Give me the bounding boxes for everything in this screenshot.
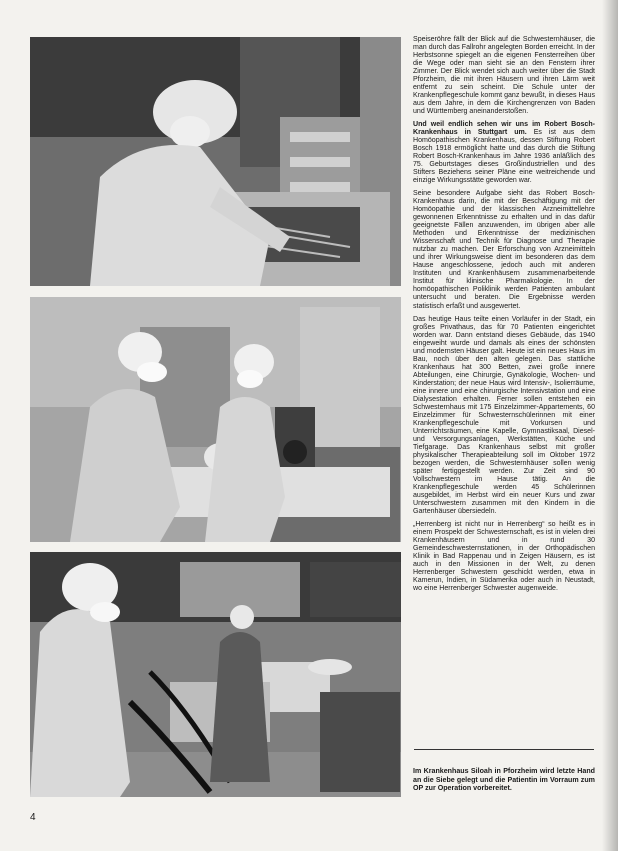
photo-caption: Im Krankenhaus Siloah in Pforzheim wird letzte Hand an die Siebe gelegt und die Patientin im Vorraum zum OP zur Operation vorbereitet. (413, 767, 595, 793)
paragraph-body: Es ist aus dem Homöopathischen Krankenhaus, dessen Stiftung Robert Bosch 1918 ermöglicht hatte und das durch die Stiftung Robert Bosch-Krankenhaus im Jahre 1936 anläßlich des 75. Geburtstages dieses Großindustriellen und des Stifters Beziehens seiner Pläne eine weitreichende und einzige Wirkungsstätte geworden war. (413, 129, 595, 185)
paragraph (413, 121, 595, 185)
caption-divider (414, 749, 594, 750)
article-column (413, 36, 595, 598)
paragraph: „Herrenberg ist nicht nur in Herrenberg“ so heißt es in einem Prospekt der Schwesternschaft, es ist in vielen drei Krankenhäusern und in rund 30 Gemeindeschwesternstationen, in der Orthopädischen Klinik in Bad Rappenau und in Zeigen Häusern, es ist auch in den Missionen in der Welt, zu denen Herrenberger Schwestern geschickt werden, etwa in Kamerun, Indien, in Südamerika oder auch in Neustadt, wo eine Herrenberger Schwester augenweide. (413, 520, 595, 593)
photo-nurse-instruments (30, 37, 401, 286)
paragraph: Das heutige Haus teilte einen Vorläufer in der Stadt, ein großes Privathaus, das für 70 Patienten eingerichtet worden war. Dann entstand dieses Gebäude, das 1940 eingeweiht wurde und damals als eines der schönsten und modernsten Häuser galt. Heute ist ein neues Haus im Bau, noch über den alten gelegen. Das stattliche Krankenhaus hat 300 Betten, zwei große innere Abteilungen, eine Chirurgie, Gynäkologie, Wochen- und Kinderstation; der neue Haus wird Intensiv-, Isolierräume, eine innere und eine chirurgische Intensivstation und eine Dialysestation erhalten. Ferner sollen entstehen ein Schwesternhaus mit 175 Einzelzimmer-Appartements, 60 Einzelzimmer für Schwesternschülerinnen mit einer Krankenpflegeschule mit Vorkursen und Unterrichtsräumen, eine Kapelle, Gymnastiksaal, Diesel- und Versorgungsanlagen, Werkstätten, Küche und Tiefgarage. Das Krankenhaus selbst mit großer physikalischer Therapieabteilung soll im Oktober 1972 bezogen werden, die Schwesternhäuser sollen wenig später fertiggestellt werden. Zur Zeit sind 90 Vollschwestern im Hause tätig. An die Krankenpflegeschule werden 45 Schülerinnen ausgebildet, im Herbst wird ein neuer Kurs und zwar Unterschwestern zusammen mit den Kindern in die Gartenhäuser übersiedeln. (413, 315, 595, 515)
photo-operating-room-prep (30, 297, 401, 542)
page-number: 4 (30, 812, 36, 823)
page-edge-shadow (602, 0, 618, 851)
paragraph: Speiseröhre fällt der Blick auf die Schwesternhäuser, die man durch das Fallrohr angelegten Borden erreicht. In der Herbstsonne spiegelt an die eigenen Fensterreihen über die Wege oder man sieht sie an den Fenstern ihrer Zimmer. Der Blick wendet sich auch weiter über die Stadt Pforzheim, die mit ihren Häusern und ihren Lärm weit entfernt zu sein scheint. Die Schule unter der Krankenpflegeschule kommt ganz bewußt, in dieses Haus aus dem Jahre, in dem die Kirchengrenzen von Baden und Württemberg aneinanderstoßen. (413, 36, 595, 116)
paragraph-lead: Und weil endlich sehen wir uns im Robert Bosch-Krankenhaus in Stuttgart um. (413, 121, 595, 137)
paragraph: Seine besondere Aufgabe sieht das Robert Bosch-Krankenhaus darin, die mit der Beschäftigung mit der Homöopathie und der klassischen Arzneimittellehre gewonnenen Erkenntnisse zu erhalten und in das dafür geeignetste Fällen anzuwenden, im übrigen aber alle Methoden und Erkenntnisse der medizinischen Wissenschaft und Technik für Diagnose und Therapie nutzbar zu machen. Der Erforschung von Arzneimitteln und ihrer Wirkungsweise dient im besonderen das dem Hause angeschlossene, jedoch auch mit anderen Instituten und Krankenhäusern zusammenarbeitende Institut für klinische Pharmakologie. In der homöopathischen Poliklinik werden Patienten ambulant untersucht und beraten. Die Ergebnisse werden statistisch erfaßt und ausgewertet. (413, 190, 595, 310)
photo-operating-theatre (30, 552, 401, 797)
